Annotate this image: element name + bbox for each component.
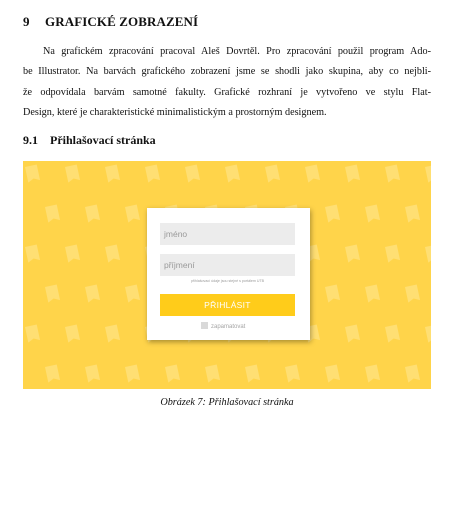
login-card xyxy=(147,208,310,340)
section-number: 9.1 xyxy=(23,133,38,147)
figure-caption: Obrázek 7: Přihlašovací stránka xyxy=(160,397,294,408)
paragraph-line: že odpovídala barvám samotné fakulty. Grafické rozhraní je vytvořeno ve stylu Flat- xyxy=(23,86,431,98)
book-icon xyxy=(25,245,40,263)
book-icon xyxy=(165,365,180,383)
book-icon xyxy=(185,165,200,183)
book-icon xyxy=(345,165,360,183)
remember-checkbox[interactable] xyxy=(201,322,208,329)
book-icon xyxy=(345,325,360,343)
book-icon xyxy=(225,165,240,183)
book-icon xyxy=(25,165,40,183)
book-icon xyxy=(345,245,360,263)
book-icon xyxy=(425,325,431,343)
book-icon xyxy=(245,365,260,383)
book-icon xyxy=(405,285,420,303)
book-icon xyxy=(325,205,340,223)
remember-label: zapamatovat xyxy=(211,324,246,330)
chapter-title: GRAFICKÉ ZOBRAZENÍ xyxy=(45,14,199,29)
paragraph-line: Na grafickém zpracování pracoval Aleš Dovrtěl. Pro zpracování použil program Ado- xyxy=(43,46,431,57)
book-icon xyxy=(125,205,140,223)
paragraph-line: be Illustrator. Na barvách grafického zobrazení jsme se shodli jako skupina, aby co nejbli- xyxy=(23,66,431,78)
book-icon xyxy=(25,325,40,343)
book-icon xyxy=(65,165,80,183)
book-icon xyxy=(305,165,320,183)
chapter-number: 9 xyxy=(23,14,30,29)
book-icon xyxy=(365,365,380,383)
book-icon xyxy=(365,285,380,303)
book-icon xyxy=(85,285,100,303)
book-icon xyxy=(65,245,80,263)
chapter-heading xyxy=(23,14,198,30)
book-icon xyxy=(85,205,100,223)
password-input[interactable]: příjmení xyxy=(160,254,295,276)
book-icon xyxy=(125,365,140,383)
book-icon xyxy=(205,365,220,383)
book-icon xyxy=(105,325,120,343)
login-page-figure xyxy=(23,161,431,389)
login-button[interactable]: PŘIHLÁSIT xyxy=(160,294,295,316)
book-icon xyxy=(45,205,60,223)
book-icon xyxy=(385,325,400,343)
book-icon xyxy=(425,165,431,183)
login-hint: přihlašovací údaje jsou stejné s portálem UTB xyxy=(190,279,265,283)
book-icon xyxy=(105,245,120,263)
remember-me[interactable] xyxy=(201,322,245,330)
book-icon xyxy=(265,165,280,183)
book-icon xyxy=(285,365,300,383)
book-icon xyxy=(385,165,400,183)
book-icon xyxy=(365,205,380,223)
book-icon xyxy=(125,285,140,303)
book-icon xyxy=(405,205,420,223)
book-icon xyxy=(85,365,100,383)
book-icon xyxy=(45,365,60,383)
book-icon xyxy=(405,365,420,383)
book-icon xyxy=(425,245,431,263)
section-title: Přihlašovací stránka xyxy=(50,133,156,147)
book-icon xyxy=(45,285,60,303)
book-icon xyxy=(65,325,80,343)
paragraph-line: Design, které je charakteristické minimalistickým a prostorným designem. xyxy=(23,106,327,118)
book-icon xyxy=(325,285,340,303)
username-input[interactable]: jméno xyxy=(160,223,295,245)
book-icon xyxy=(145,165,160,183)
book-icon xyxy=(385,245,400,263)
book-icon xyxy=(105,165,120,183)
book-icon xyxy=(325,365,340,383)
chapter-paragraph xyxy=(23,42,431,123)
section-heading xyxy=(23,133,156,148)
